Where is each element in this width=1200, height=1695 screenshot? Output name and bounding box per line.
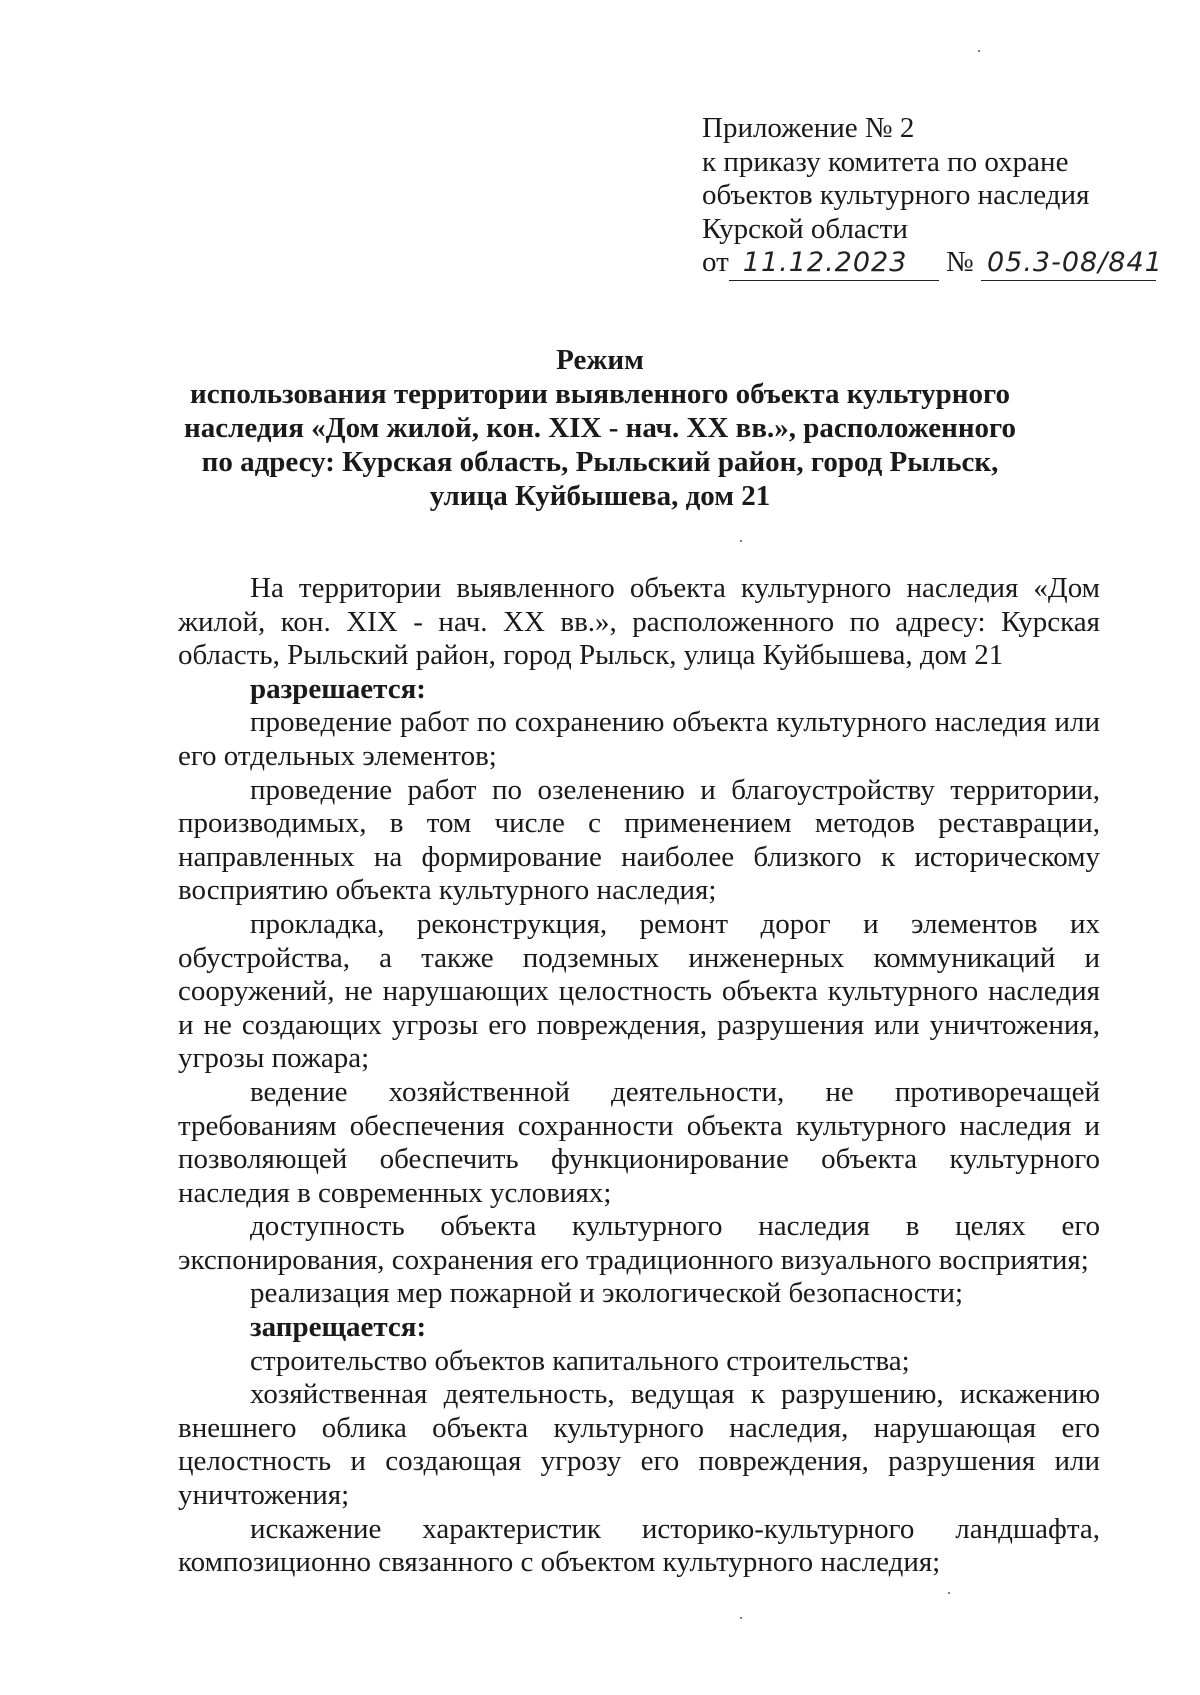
allowed-item: проведение работ по озеленению и благоустройству территории, производимых, в том числе с применением методов реставрации, направленных на формирование наиболее близкого к историческому восприятию объекта культурного наследия; bbox=[178, 773, 1100, 907]
document-body bbox=[178, 572, 1100, 1580]
document-title bbox=[150, 343, 1050, 513]
allowed-label: разрешается: bbox=[250, 672, 426, 705]
forbidden-item: строительство объектов капитального строительства; bbox=[250, 1344, 910, 1377]
appendix-order-ref: к приказу комитета по охране bbox=[702, 145, 1069, 178]
number-label: № bbox=[946, 246, 974, 278]
appendix-block bbox=[702, 112, 1163, 281]
order-date-number-line bbox=[702, 246, 1163, 281]
title-line-3: по адресу: Курская область, Рыльский район, город Рыльск, bbox=[201, 446, 999, 478]
appendix-title: Приложение № 2 bbox=[702, 112, 915, 144]
appendix-committee: объектов культурного наследия bbox=[702, 179, 1090, 211]
from-label: от bbox=[702, 246, 729, 278]
forbidden-item: искажение характеристик историко-культурного ландшафта, композиционно связанного с объектом культурного наследия; bbox=[178, 1512, 1100, 1579]
appendix-region: Курской области bbox=[702, 212, 908, 245]
title-line-2: наследия «Дом жилой, кон. XIX - нач. XX вв.», расположенного bbox=[183, 412, 1016, 444]
allowed-item: доступность объекта культурного наследия в целях его экспонирования, сохранения его традиционного визуального восприятия; bbox=[178, 1210, 1100, 1276]
title-heading: Режим bbox=[556, 344, 644, 376]
order-date-handwritten: 11.12.2023 bbox=[729, 246, 939, 281]
intro-paragraph: На территории выявленного объекта культурного наследия «Дом жилой, кон. XIX - нач. XX вв.», расположенного по адресу: Курская область, Рыльский район, город Рыльск, улица Куйбышева, дом 21 bbox=[178, 572, 1100, 672]
title-line-1: использования территории выявленного объекта культурного bbox=[190, 378, 1010, 410]
allowed-item: прокладка, реконструкция, ремонт дорог и элементов их обустройства, а также подземных инженерных коммуникаций и сооружений, не нарушающих целостность объекта культурного наследия и не создающих угрозы его повреждения, разрушения или уничтожения, угрозы пожара; bbox=[178, 907, 1100, 1075]
forbidden-label: запрещается: bbox=[250, 1311, 427, 1344]
scan-speck bbox=[948, 1592, 950, 1594]
forbidden-item: хозяйственная деятельность, ведущая к разрушению, искажению внешнего облика объекта культурного наследия, нарушающая его целостность и создающая угрозу его повреждения, разрушения или уничтожения; bbox=[178, 1378, 1100, 1512]
title-line-4: улица Куйбышева, дом 21 bbox=[429, 480, 771, 512]
scan-speck bbox=[740, 1617, 742, 1619]
order-number-handwritten: 05.3-08/841 bbox=[981, 246, 1156, 281]
scan-speck bbox=[978, 50, 980, 52]
allowed-item: реализация мер пожарной и экологической безопасности; bbox=[250, 1277, 964, 1310]
scan-speck bbox=[740, 540, 742, 542]
allowed-item: ведение хозяйственной деятельности, не противоречащей требованиям обеспечения сохранности объекта культурного наследия и позволяющей обеспечить функционирование объекта культурного наследия в современных условиях; bbox=[178, 1075, 1100, 1209]
allowed-item: проведение работ по сохранению объекта культурного наследия или его отдельных элементов; bbox=[178, 706, 1100, 772]
